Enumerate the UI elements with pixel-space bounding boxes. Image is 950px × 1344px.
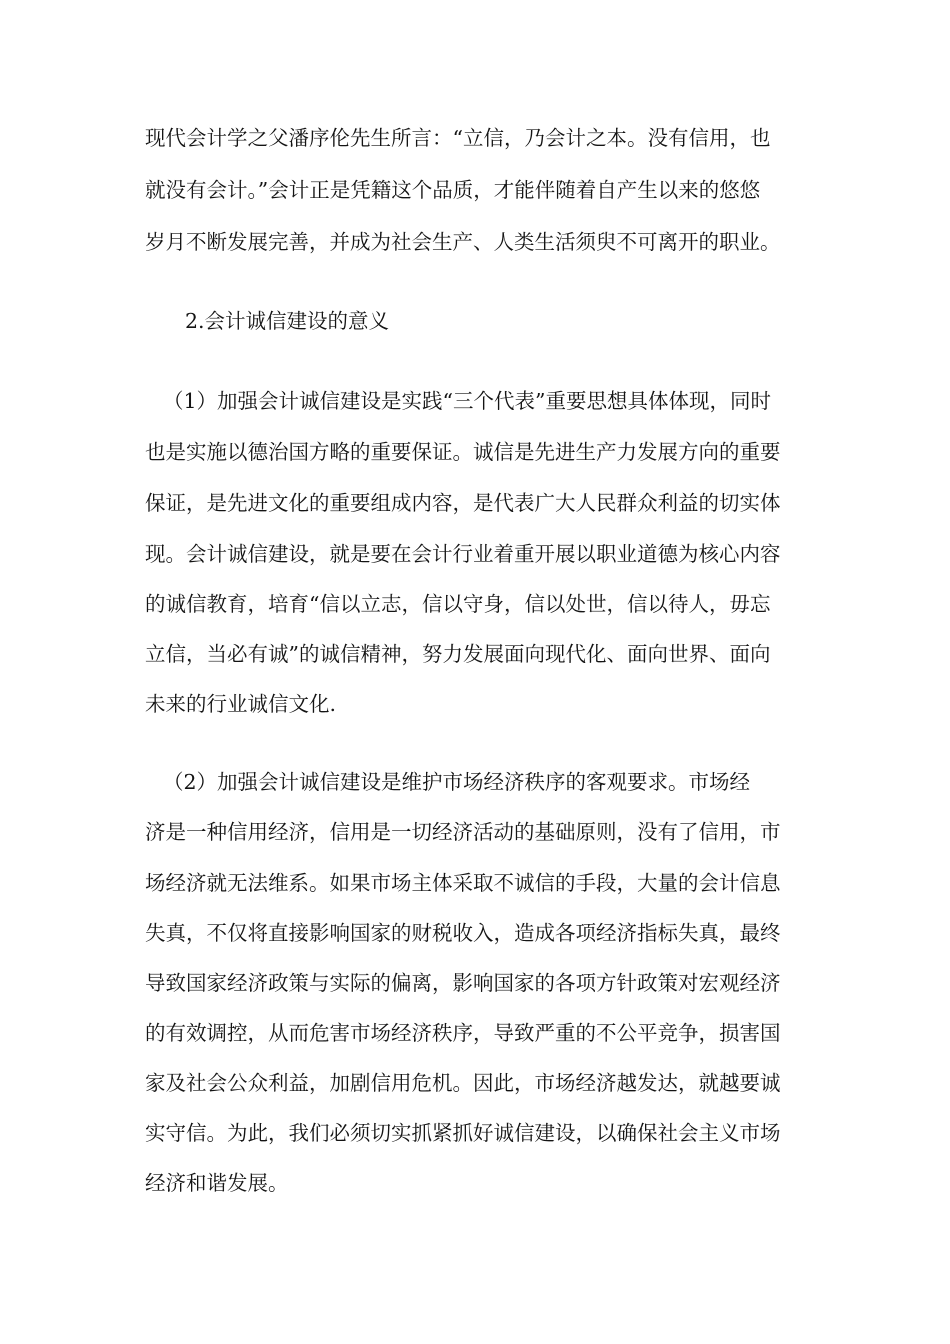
text-line: 导致国家经济政策与实际的偏离，影响国家的各项方针政策对宏观经济: [145, 971, 781, 995]
text-line: 就没有会计。”会计正是凭籍这个品质，才能伴随着自产生以来的悠悠: [145, 178, 761, 202]
text-line: 济是一种信用经济，信用是一切经济活动的基础原则，没有了信用，市: [145, 820, 781, 844]
text-line: 的有效调控，从而危害市场经济秩序，导致严重的不公平竞争，损害国: [145, 1021, 781, 1045]
text-line: 的诚信教育，培育“信以立志，信以守身，信以处世，信以待人，毋忘: [145, 592, 771, 616]
text-line: 未来的行业诚信文化.: [145, 692, 337, 716]
text-line: 岁月不断发展完善，并成为社会生产、人类生活须臾不可离开的职业。: [145, 230, 781, 254]
text-line: （2）加强会计诚信建设是维护市场经济秩序的客观要求。市场经: [163, 770, 751, 794]
text-line: 场经济就无法维系。如果市场主体采取不诚信的手段，大量的会计信息: [145, 871, 781, 895]
text-line: 实守信。为此，我们必须切实抓紧抓好诚信建设，以确保社会主义市场: [145, 1121, 781, 1145]
text-line: 现。会计诚信建设，就是要在会计行业着重开展以职业道德为核心内容: [145, 542, 781, 566]
text-line: 失真，不仅将直接影响国家的财税收入，造成各项经济指标失真，最终: [145, 921, 781, 945]
text-line: 立信，当必有诚”的诚信精神，努力发展面向现代化、面向世界、面向: [145, 642, 771, 666]
text-line: 家及社会公众利益，加剧信用危机。因此，市场经济越发达，就越要诚: [145, 1071, 781, 1095]
section-heading: 2.会计诚信建设的意义: [185, 309, 390, 333]
text-line: 保证，是先进文化的重要组成内容，是代表广大人民群众利益的切实体: [145, 491, 781, 515]
text-line: 经济和谐发展。: [145, 1171, 289, 1195]
text-line: （1）加强会计诚信建设是实践“三个代表”重要思想具体体现，同时: [163, 389, 772, 413]
text-line: 现代会计学之父潘序伦先生所言：“立信，乃会计之本。没有信用，也: [145, 126, 771, 150]
text-line: 也是实施以德治国方略的重要保证。诚信是先进生产力发展方向的重要: [145, 440, 781, 464]
